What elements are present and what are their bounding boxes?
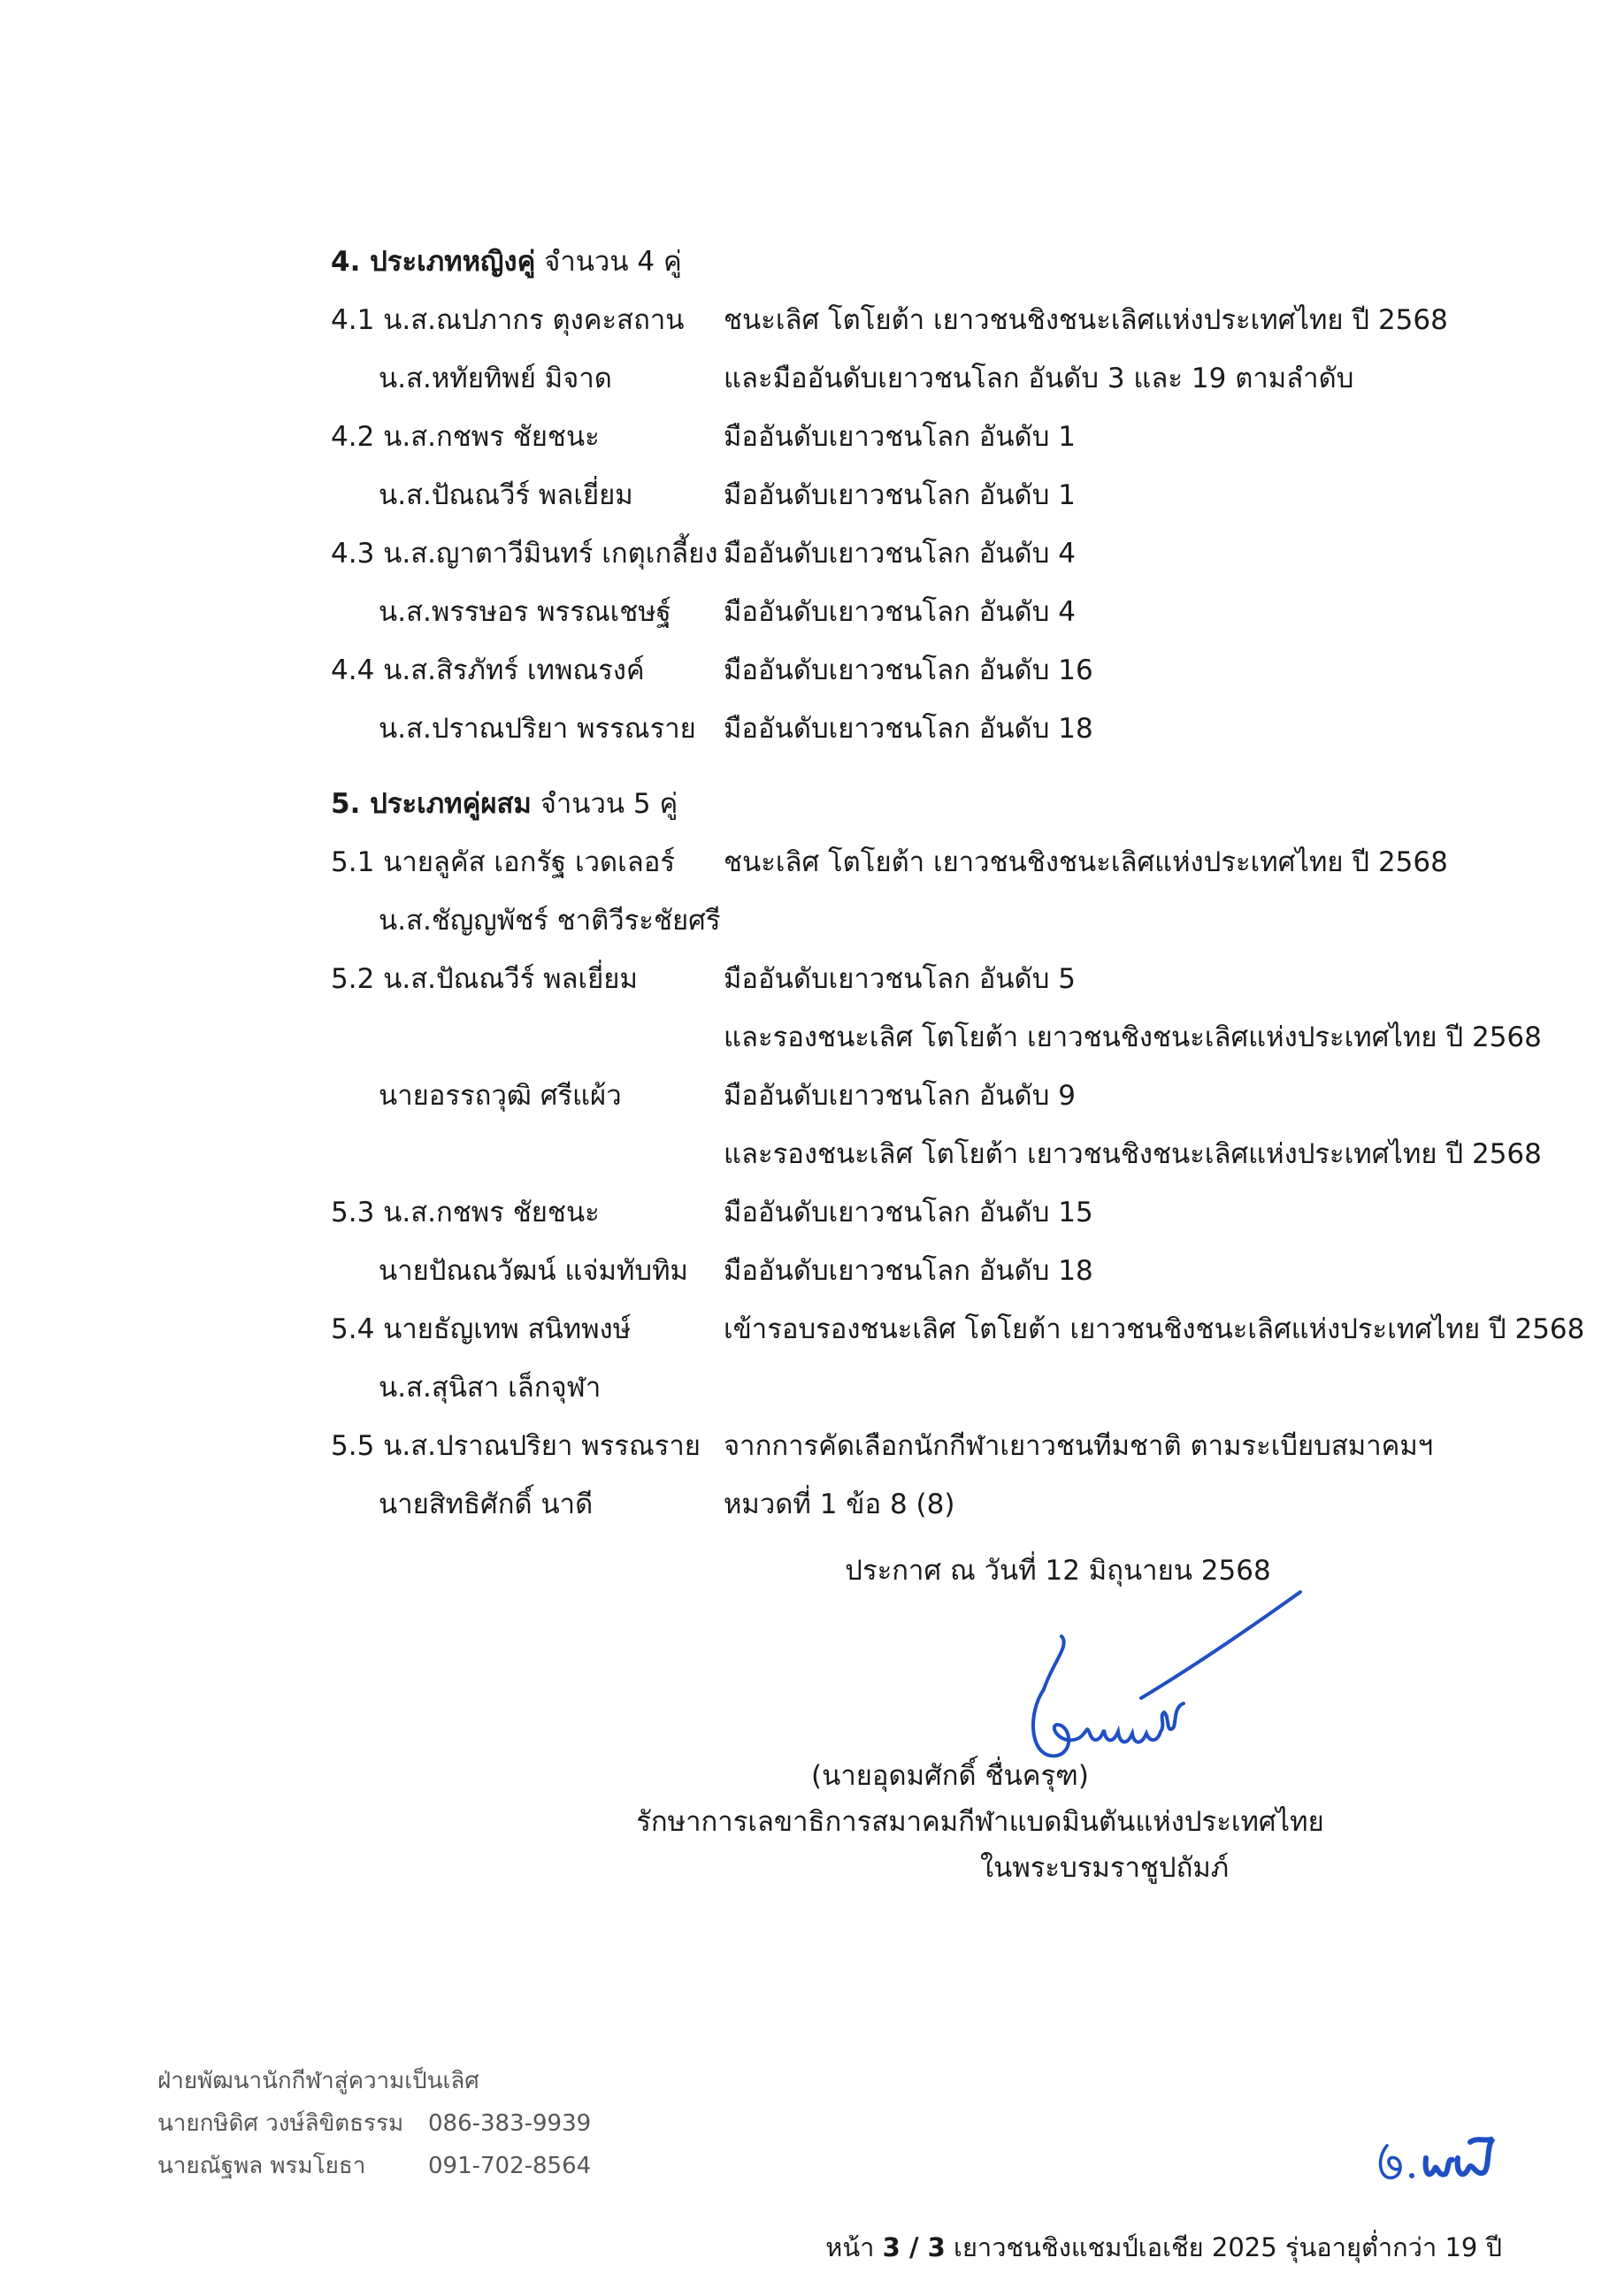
player-name: น.ส.กชพร ชัยชนะ [383,1197,600,1228]
footer-contact-1 [157,2108,592,2139]
section-5-count: จำนวน 5 คู่ [531,788,678,820]
entry-name [379,478,633,513]
footer-contact-2 [157,2151,592,2181]
signature-image [1008,1583,1309,1778]
entry-description: มืออันดับเยาวชนโลก อันดับ 4 [724,596,1076,628]
entry-name [379,361,612,396]
entry-name [331,419,600,455]
player-name: นายปัณณวัฒน์ แจ่มทับทิม [379,1255,688,1287]
entry-name [379,1253,688,1289]
entry-name [331,1312,631,1347]
player-name: นายสิทธิศักดิ์ นาดี [379,1489,594,1520]
entry-description: และมืออันดับเยาวชนโลก อันดับ 3 และ 19 ตามลำดับ [724,363,1354,394]
section-5-title: 5. ประเภทคู่ผสม [331,788,532,820]
player-name: น.ส.ญาตาวีมินทร์ เกตุเกลี้ยง [383,538,718,570]
entry-name [331,845,675,880]
entry-description: จากการคัดเลือกนักกีฬาเยาวชนทีมชาติ ตามระเบียบสมาคมฯ [724,1430,1434,1462]
entry-number: 4.3 [331,538,384,570]
player-name: น.ส.หทัยทิพย์ มิจาด [379,363,612,394]
page-number: 3 / 3 [882,2232,946,2262]
player-name: น.ส.ปัณณวีร์ พลเยี่ยม [379,479,633,511]
player-name: น.ส.ปราณปริยา พรรณราย [379,713,696,745]
contact-2-phone: 091-702-8564 [428,2153,592,2179]
entry-description: มืออันดับเยาวชนโลก อันดับ 18 [724,1255,1093,1287]
signer-name: (นายอุดมศักดิ์ ชื่นครุฑ) [811,1760,1089,1792]
entry-name [379,903,721,938]
player-name: น.ส.กชพร ชัยชนะ [383,421,600,453]
entry-name [379,1078,622,1114]
entry-number: 4.4 [331,654,384,686]
section-4-heading [331,244,682,279]
footer-department: ฝ่ายพัฒนานักกีฬาสู่ความเป็นเลิศ [157,2068,479,2094]
entry-number: 4.2 [331,421,384,453]
entry-description: มืออันดับเยาวชนโลก อันดับ 5 [724,963,1076,995]
player-name: น.ส.ปราณปริยา พรรณราย [383,1430,701,1462]
entry-number: 5.4 [331,1313,384,1345]
entry-number: 5.5 [331,1430,384,1462]
contact-1-name: นายกษิดิศ วงษ์ลิขิตธรรม [157,2110,404,2137]
entry-name [331,536,717,571]
signer-position: รักษาการเลขาธิการสมาคมกีฬาแบดมินตันแห่งประเทศไทย [636,1806,1324,1838]
entry-description: ชนะเลิศ โตโยต้า เยาวชนชิงชนะเลิศแห่งประเทศไทย ปี 2568 [724,846,1448,878]
player-name: นายลูคัส เอกรัฐ เวดเลอร์ [383,846,676,878]
announcement-date: ประกาศ ณ วันที่ 12 มิถุนายน 2568 [845,1555,1271,1587]
entry-name [331,961,638,997]
entry-description: มืออันดับเยาวชนโลก อันดับ 18 [724,713,1093,745]
section-5-heading [331,786,678,822]
entry-description: มืออันดับเยาวชนโลก อันดับ 1 [724,421,1076,453]
entry-name [379,1487,593,1522]
initials-image [1371,2119,1504,2190]
entry-name [379,1370,601,1405]
entry-name [331,653,645,688]
entry-name [379,711,696,746]
contact-1-phone: 086-383-9939 [428,2110,592,2137]
page-label: หน้า [825,2232,883,2262]
entry-description: มืออันดับเยาวชนโลก อันดับ 15 [724,1197,1093,1228]
player-name: นายธัญเทพ สนิทพงษ์ [383,1313,632,1345]
page-footer-title: เยาวชนชิงแชมป์เอเชีย 2025 รุ่นอายุต่ำกว่า 19 ปี [945,2232,1502,2262]
entry-number: 5.2 [331,963,384,995]
entry-name [379,594,671,630]
entry-number: 4.1 [331,304,384,336]
page-footer [825,2231,1502,2264]
player-name: นายอรรถวุฒิ ศรีแผ้ว [379,1080,622,1112]
signer-position-sub: ในพระบรมราชูปถัมภ์ [980,1852,1230,1884]
player-name: น.ส.ณปภากร ตุงคะสถาน [383,304,685,336]
player-name: น.ส.สุนิสา เล็กจุฬา [379,1372,602,1404]
entry-description: มืออันดับเยาวชนโลก อันดับ 1 [724,479,1076,511]
entry-description: ชนะเลิศ โตโยต้า เยาวชนชิงชนะเลิศแห่งประเทศไทย ปี 2568 [724,304,1448,336]
entry-description: มืออันดับเยาวชนโลก อันดับ 16 [724,654,1093,686]
section-4-count: จำนวน 4 คู่ [535,246,682,278]
entry-description: และรองชนะเลิศ โตโยต้า เยาวชนชิงชนะเลิศแห่งประเทศไทย ปี 2568 [724,1138,1542,1170]
entry-name [331,302,684,338]
entry-name [331,1428,701,1464]
player-name: น.ส.สิรภัทร์ เทพณรงค์ [383,654,645,686]
entry-description: หมวดที่ 1 ข้อ 8 (8) [724,1489,955,1520]
section-4-title: 4. ประเภทหญิงคู่ [331,246,536,278]
entry-number: 5.3 [331,1197,384,1228]
entry-number: 5.1 [331,846,384,878]
player-name: น.ส.ปัณณวีร์ พลเยี่ยม [383,963,638,995]
player-name: น.ส.พรรษอร พรรณเชษฐ์ [379,596,671,628]
contact-2-name: นายณัฐพล พรมโยธา [157,2153,366,2179]
entry-description: มืออันดับเยาวชนโลก อันดับ 9 [724,1080,1076,1112]
player-name: น.ส.ชัญญพัชร์ ชาติวีระชัยศรี [379,905,721,937]
entry-name [331,1195,600,1230]
entry-description: เข้ารอบรองชนะเลิศ โตโยต้า เยาวชนชิงชนะเลิศแห่งประเทศไทย ปี 2568 [724,1313,1585,1345]
entry-description: มืออันดับเยาวชนโลก อันดับ 4 [724,538,1076,570]
entry-description: และรองชนะเลิศ โตโยต้า เยาวชนชิงชนะเลิศแห่งประเทศไทย ปี 2568 [724,1022,1542,1053]
